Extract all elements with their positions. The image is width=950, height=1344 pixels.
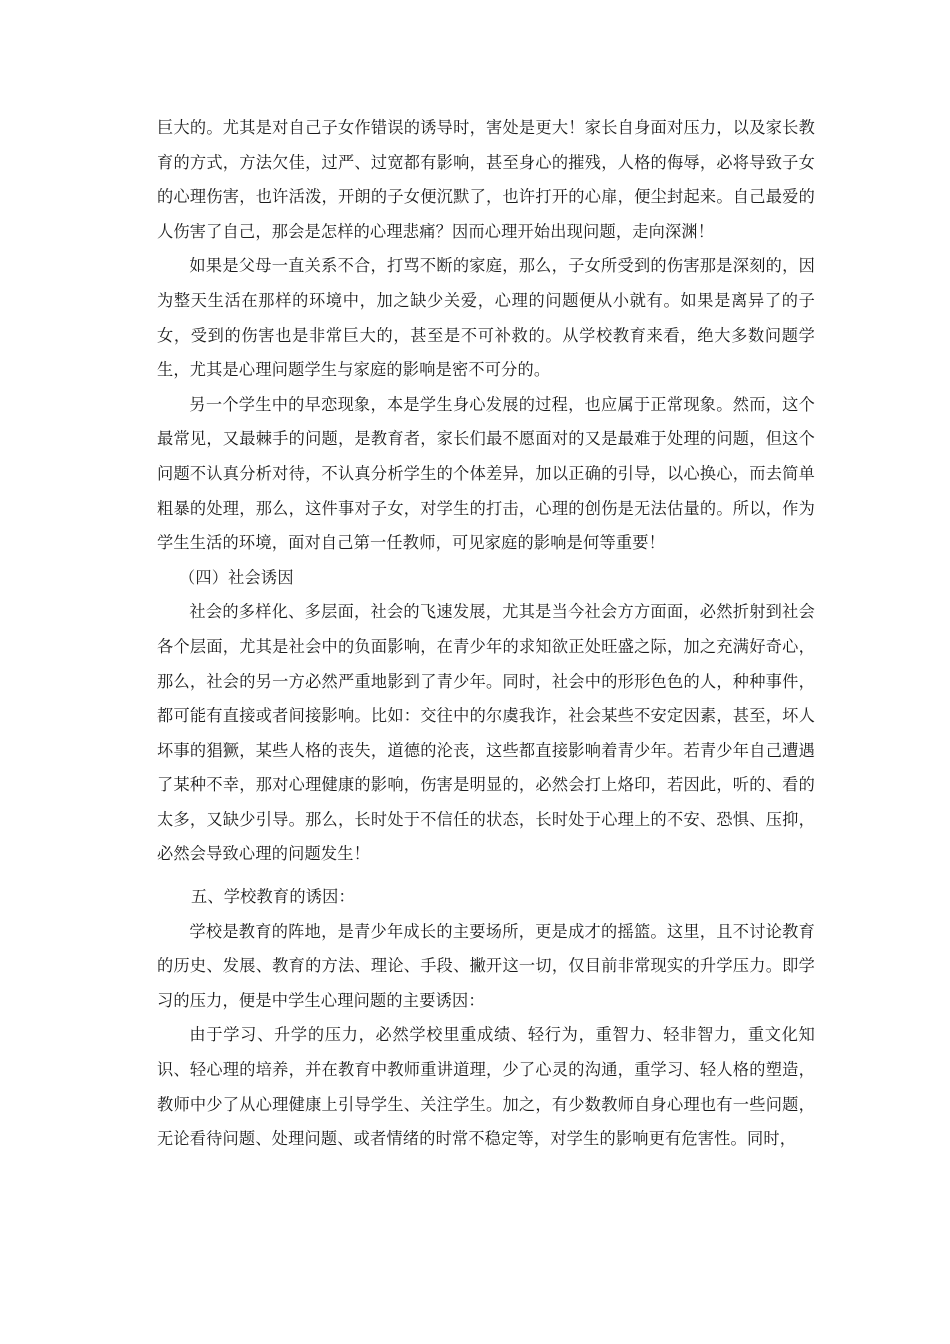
- section-heading-school: 五、学校教育的诱因：: [191, 887, 355, 907]
- paragraph-social-factors: 社会的多样化、多层面，社会的飞速发展，尤其是当今社会方方面面，必然折射到社会各个层面，尤其是社会中的负面影响，在青少年的求知欲正处旺盛之际，加之充满好奇心，那么，社会的另一方必然严重地影到了青少年。同时，社会中的形形色色的人，种种事件，都可能有直接或者间接影响。比如：交往中的尔虞我诈，社会某些不安定因素，甚至，坏人坏事的猖獗，某些人格的丧失，道德的沦丧，这些都直接影响着青少年。若青少年自己遭遇了某种不幸，那对心理健康的影响，伤害是明显的，必然会打上烙印，若因此，听的、看的太多，又缺少引导。那么，长时处于不信任的状态，长时处于心理上的不安、恐惧、压抑，必然会导致心理的问题发生！: [157, 602, 815, 864]
- paragraph-family-conflict: 如果是父母一直关系不合，打骂不断的家庭，那么，子女所受到的伤害那是深刻的，因为整天生活在那样的环境中，加之缺少关爱，心理的问题便从小就有。如果是离异了的子女，受到的伤害也是非常巨大的，甚至是不可补救的。从学校教育来看，绝大多数问题学生，尤其是心理问题学生与家庭的影响是密不可分的。: [157, 256, 815, 380]
- section-heading-social: （四）社会诱因: [179, 567, 294, 587]
- paragraph-school-effects: 由于学习、升学的压力，必然学校里重成绩、轻行为，重智力、轻非智力，重文化知识、轻心理的培养，并在教育中教师重讲道理，少了心灵的沟通，重学习、轻人格的塑造，教师中少了从心理健康上引导学生、关注学生。加之，有少数教师自身心理也有一些问题，无论看待问题、处理问题、或者情绪的时常不稳定等，对学生的影响更有危害性。同时，: [157, 1025, 815, 1149]
- paragraph-early-romance: 另一个学生中的早恋现象，本是学生身心发展的过程，也应属于正常现象。然而，这个最常见，又最棘手的问题，是教育者，家长们最不愿面对的又是最难于处理的问题，但这个问题不认真分析对待，不认真分析学生的个体差异，加以正确的引导，以心换心，而去简单粗暴的处理，那么，这件事对子女，对学生的打击，心理的创伤是无法估量的。所以，作为学生生活的环境，面对自己第一任教师，可见家庭的影响是何等重要！: [157, 394, 815, 553]
- document-body: [157, 111, 815, 1157]
- paragraph-continuation: 巨大的。尤其是对自己子女作错误的诱导时，害处是更大！家长自身面对压力，以及家长教育的方式，方法欠佳，过严、过宽都有影响，甚至身心的摧残，人格的侮辱，必将导致子女的心理伤害，也许活泼，开朗的子女便沉默了，也许打开的心扉，便尘封起来。自己最爱的人伤害了自己，那会是怎样的心理悲痛？因而心理开始出现问题，走向深渊！: [157, 118, 815, 241]
- paragraph-school-pressure: 学校是教育的阵地，是青少年成长的主要场所，更是成才的摇篮。这里，且不讨论教育的历史、发展、教育的方法、理论、手段、撇开这一切，仅目前非常现实的升学压力。即学习的压力，便是中学生心理问题的主要诱因：: [157, 921, 815, 1010]
